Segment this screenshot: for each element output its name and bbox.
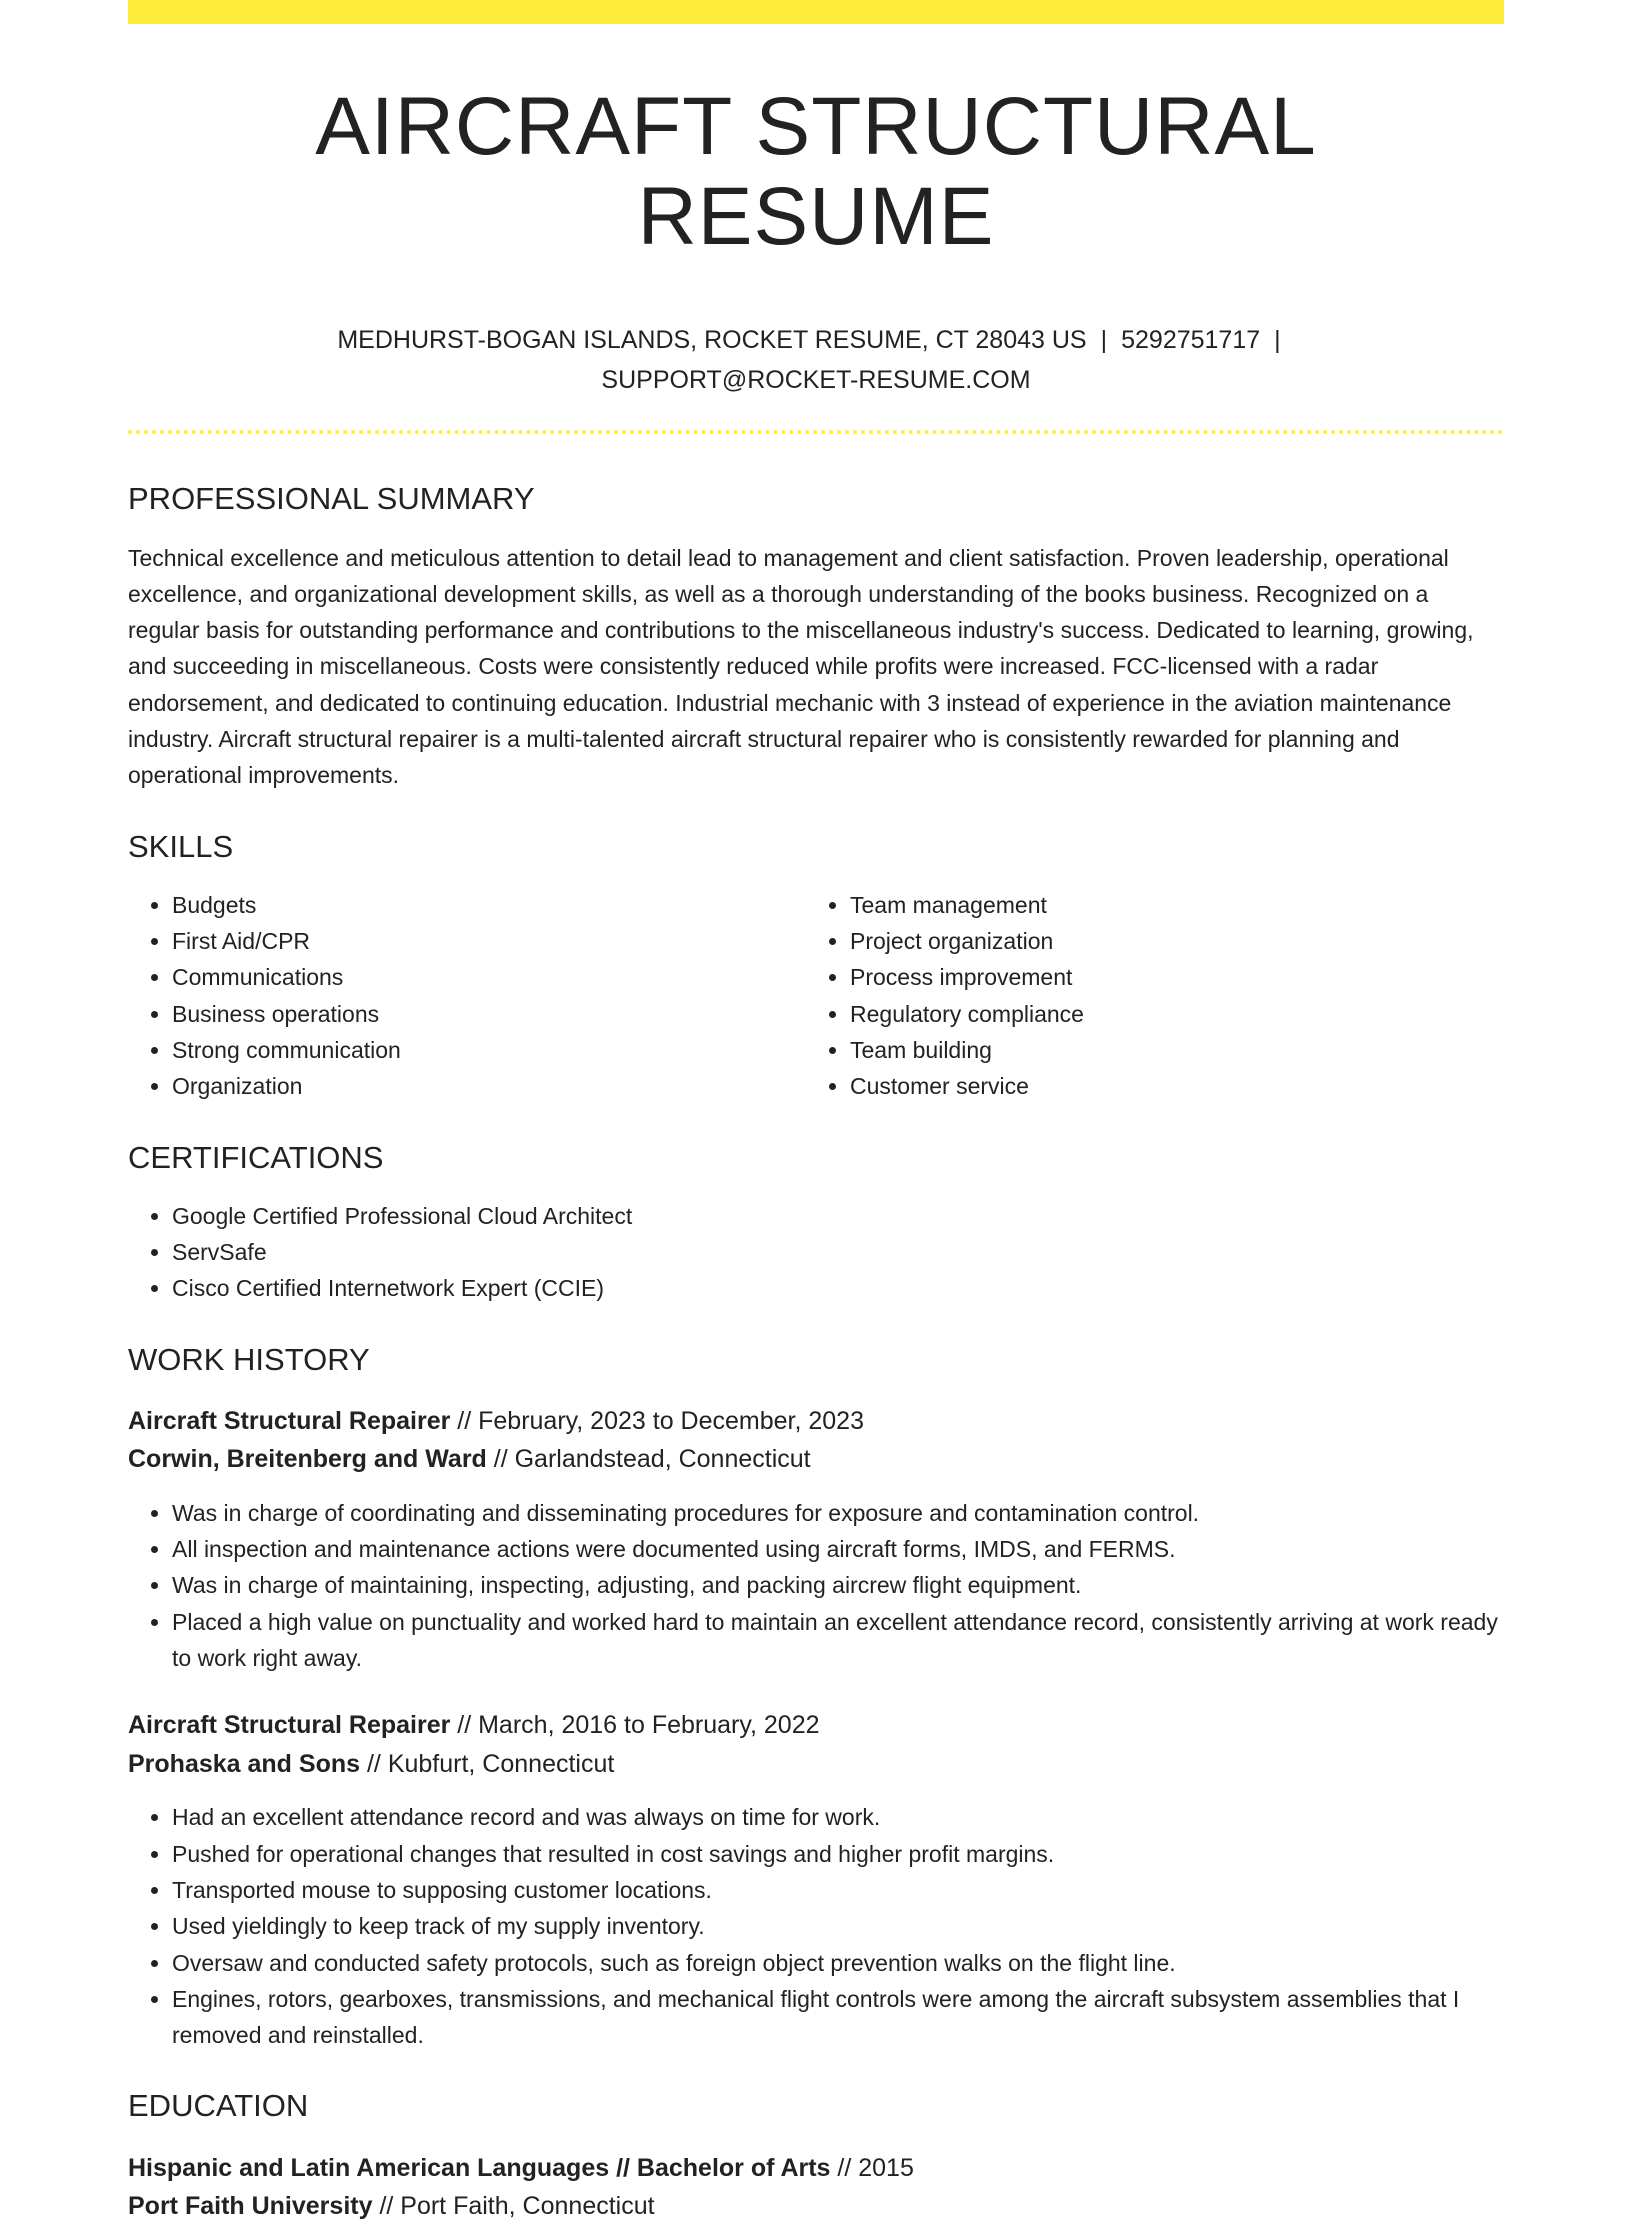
skills-grid xyxy=(128,865,1504,1105)
education-entry xyxy=(128,2149,1504,2226)
skill-item: • Team building xyxy=(850,1032,1484,1068)
job-bullet: • Had an excellent attendance record and was always on time for work. xyxy=(172,1799,1504,1835)
job-bullet: • Was in charge of coordinating and disseminating procedures for exposure and contamination control. xyxy=(172,1495,1504,1531)
section-title-certifications: CERTIFICATIONS xyxy=(128,1139,384,1175)
skill-item: • Strong communication xyxy=(172,1032,806,1068)
job-entry xyxy=(128,1402,1504,1676)
job-company: Corwin, Breitenberg and Ward xyxy=(128,1445,487,1474)
skill-item: • Customer service xyxy=(850,1068,1484,1104)
job-bullets xyxy=(128,1495,1504,1676)
education-school: Port Faith University xyxy=(128,2192,373,2221)
section-title-skills: SKILLS xyxy=(128,828,234,864)
job-bullet: • All inspection and maintenance actions were documented using aircraft forms, IMDS, and FERMS. xyxy=(172,1531,1504,1567)
certification-item: • ServSafe xyxy=(172,1234,1504,1270)
top-accent-bar xyxy=(128,0,1504,24)
education-location: // Port Faith, Connecticut xyxy=(372,2192,655,2221)
skill-item: • First Aid/CPR xyxy=(172,923,806,959)
section-title-summary: PROFESSIONAL SUMMARY xyxy=(128,481,535,517)
job-bullets xyxy=(128,1799,1504,2053)
certification-item: • Google Certified Professional Cloud Architect xyxy=(172,1198,1504,1234)
job-bullet: • Placed a high value on punctuality and worked hard to maintain an excellent attendance record, consistently arriving at work ready to work right away. xyxy=(172,1604,1504,1677)
job-bullet: • Pushed for operational changes that resulted in cost savings and higher profit margins. xyxy=(172,1836,1504,1872)
education-degree: Hispanic and Latin American Languages // Bachelor of Arts xyxy=(128,2153,831,2182)
contact-line xyxy=(128,320,1504,400)
section-title-education: EDUCATION xyxy=(128,2088,309,2124)
contact-separator: | xyxy=(1100,326,1108,355)
job-bullet: • Transported mouse to supposing customer locations. xyxy=(172,1872,1504,1908)
skill-item: • Process improvement xyxy=(850,959,1484,995)
job-bullet: • Used yieldingly to keep track of my supply inventory. xyxy=(172,1908,1504,1944)
skill-item: • Team management xyxy=(850,887,1484,923)
skill-item: • Business operations xyxy=(172,996,806,1032)
certifications-list xyxy=(128,1198,1504,1307)
skill-item: • Regulatory compliance xyxy=(850,996,1484,1032)
certification-item: • Cisco Certified Internetwork Expert (CCIE) xyxy=(172,1270,1504,1306)
job-bullet: • Engines, rotors, gearboxes, transmissions, and mechanical flight controls were among the aircraft subsystem assemblies that I removed and reinstalled. xyxy=(172,1981,1504,2054)
job-role: Aircraft Structural Repairer xyxy=(128,1406,451,1435)
resume-title: AIRCRAFT STRUCTURAL RESUME xyxy=(315,81,1317,263)
job-location: // Kubfurt, Connecticut xyxy=(360,1749,615,1778)
dotted-divider xyxy=(128,430,1504,434)
skill-item: • Budgets xyxy=(172,887,806,923)
skill-item: • Communications xyxy=(172,959,806,995)
job-entry xyxy=(128,1706,1504,2053)
job-dates: // February, 2023 to December, 2023 xyxy=(450,1406,864,1435)
job-header xyxy=(128,1706,1504,1783)
job-dates: // March, 2016 to February, 2022 xyxy=(450,1711,820,1740)
job-header xyxy=(128,1402,1504,1479)
contact-separator: | xyxy=(1274,326,1281,355)
education-year: // 2015 xyxy=(830,2153,914,2182)
contact-phone[interactable]: 5292751717 xyxy=(1121,326,1261,355)
job-bullet: • Oversaw and conducted safety protocols, such as foreign object prevention walks on the flight line. xyxy=(172,1945,1504,1981)
skill-item: • Project organization xyxy=(850,923,1484,959)
resume-content xyxy=(128,24,1504,2226)
skills-list-left xyxy=(128,887,806,1105)
skills-list-right xyxy=(806,887,1484,1105)
skill-item: • Organization xyxy=(172,1068,806,1104)
job-company: Prohaska and Sons xyxy=(128,1749,361,1778)
job-bullet: • Was in charge of maintaining, inspecting, adjusting, and packing aircrew flight equipment. xyxy=(172,1567,1504,1603)
job-location: // Garlandstead, Connecticut xyxy=(486,1445,811,1474)
contact-address: MEDHURST-BOGAN ISLANDS, ROCKET RESUME, CT 28043 US xyxy=(337,326,1087,355)
job-role: Aircraft Structural Repairer xyxy=(128,1711,451,1740)
summary-text: Technical excellence and meticulous attention to detail lead to management and client satisfaction. Proven leadership, operational excellence, and organizational development skills, as well as a thorough understanding of the books business. Recognized on a regular basis for outstanding performance and contributions to the miscellaneous industry's success. Dedicated to learning, growing, and succeeding in miscellaneous. Costs were consistently reduced while profits were increased. FCC-licensed with a radar endorsement, and dedicated to continuing education. Industrial mechanic with 3 instead of experience in the aviation maintenance industry. Aircraft structural repairer is a multi-talented aircraft structural repairer who is consistently rewarded for planning and operational improvements. xyxy=(128,544,1474,789)
section-title-work-history: WORK HISTORY xyxy=(128,1341,370,1377)
contact-email[interactable]: SUPPORT@ROCKET-RESUME.COM xyxy=(601,366,1031,395)
